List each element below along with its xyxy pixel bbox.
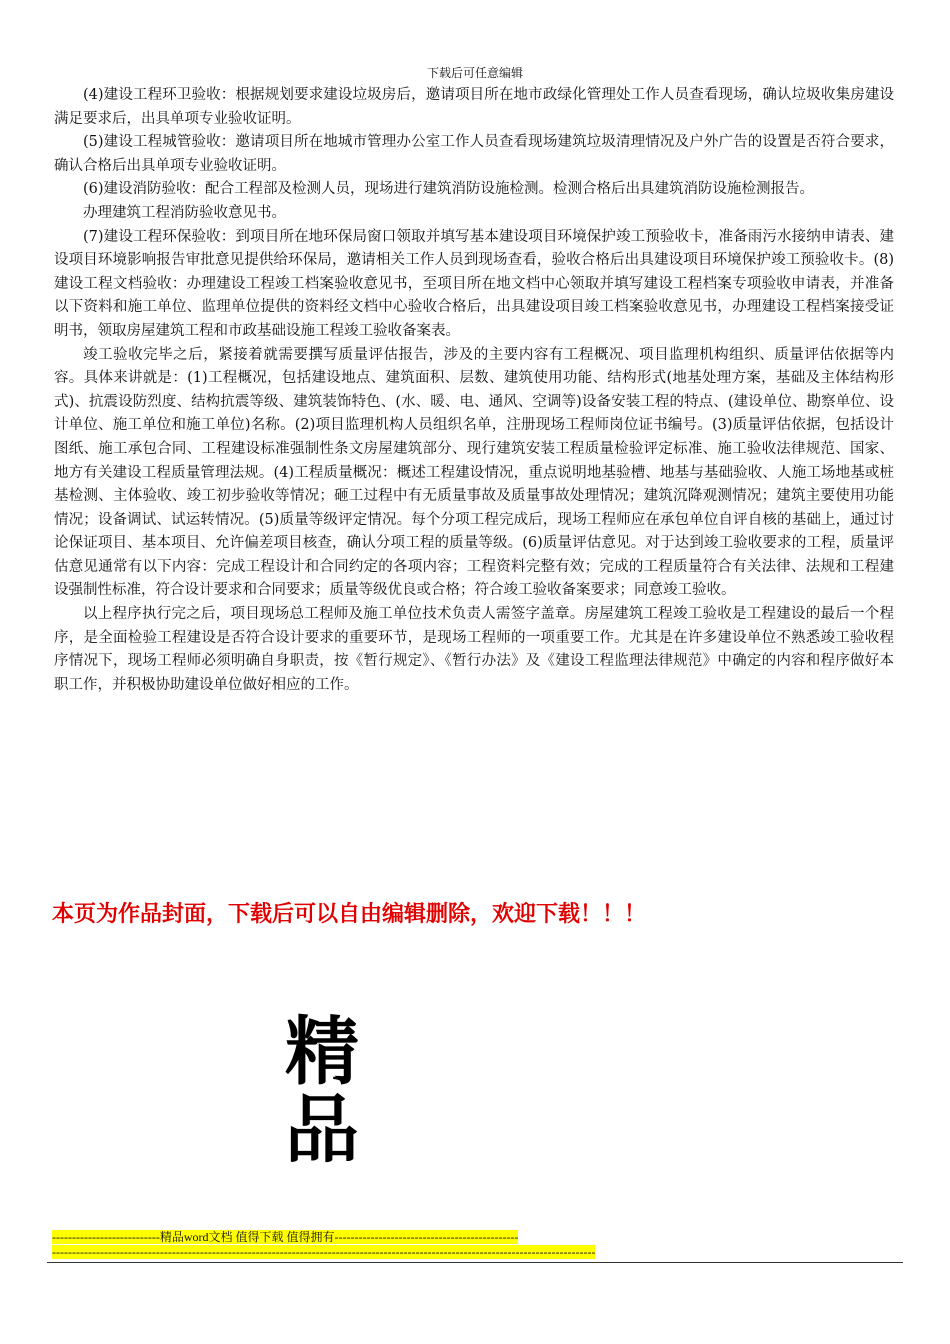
document-body: [54, 84, 894, 697]
footer-dash-text: ----------------------------------------------------------------------------------------------------------------------------------------: [52, 1245, 596, 1259]
cover-char-jing: 精: [285, 1009, 359, 1095]
footer-banner-line: [52, 1230, 627, 1245]
header-note: 下载后可任意编辑: [426, 66, 523, 80]
footer-banner-text: ---------------------------精品word文档 值得下载 值得拥有----------------------------------------------: [52, 1230, 519, 1244]
paragraph-sanitation-acceptance: (4)建设工程环卫验收：根据规划要求建设垃圾房后，邀请项目所在地市政绿化管理处工作人员查看现场，确认垃圾收集房建设满足要求后，出具单项专业验收证明。: [54, 87, 894, 127]
promo-notice: 本页为作品封面，下载后可以自由编辑删除，欢迎下载！！！: [52, 902, 647, 927]
paragraph-quality-assessment: 竣工验收完毕之后，紧接着就需要撰写质量评估报告，涉及的主要内容有工程概况、项目监理机构组织、质量评估依据等内容。具体来讲就是：(1)工程概况，包括建设地点、建筑面积、层数、建筑使用功能、结构形式(地基处理方案，基础及主体结构形式)、抗震设防烈度、结构抗震等级、建筑装饰特色、(水、暖、电、通风、空调等)设备安装工程的特点、(建设单位、勘察单位、设计单位、施工单位和施工单位)名称。(2)项目监理机构人员组织名单，注册现场工程师岗位证书编号。(3)质量评估依据，包括设计图纸、施工承包合同、工程建设标准强制性条文房屋建筑部分、现行建筑安装工程质量检验评定标准、施工验收法律规范、国家、地方有关建设工程质量管理法规。(4)工程质量概况：概述工程建设情况，重点说明地基验槽、地基与基础验收、人施工场地基或桩基检测、主体验收、竣工初步验收等情况；砸工过程中有无质量事故及质量事故处理情况；建筑沉降观测情况；建筑主要使用功能情况；设备调试、试运转情况。(5)质量等级评定情况。每个分项工程完成后，现场工程师应在承包单位自评自核的基础上，通过讨论保证项目、基本项目、允许偏差项目核查，确认分项工程的质量等级。(6)质量评估意见。对于达到竣工验收要求的工程，质量评估意见通常有以下内容：完成工程设计和合同约定的各项内容；工程资料完整有效；完成的工程质量符合有关法律、法规和工程建设强制性标准，符合设计要求和合同要求；质量等级优良或合格；符合竣工验收备案要求；同意竣工验收。: [54, 346, 894, 599]
cover-char-pin: 品: [285, 1087, 359, 1173]
paragraph-urban-management-acceptance: (5)建设工程城管验收：邀请项目所在地城市管理办公室工作人员查看现场建筑垃圾清理情况及户外广告的设置是否符合要求，确认合格后出具单项专业验收证明。: [54, 134, 894, 174]
paragraph-conclusion: 以上程序执行完之后，项目现场总工程师及施工单位技术负责人需签字盖章。房屋建筑工程竣工验收是工程建设的最后一个程序，是全面检验工程建设是否符合设计要求的重要环节，是现场工程师的一项重要工作。尤其是在许多建设单位不熟悉竣工验收程序情况下，现场工程师必须明确自身职责，按《暂行规定》、《暂行办法》及《建设工程监理法律规范》中确定的内容和程序做好本职工作，并积极协助建设单位做好相应的工作。: [54, 606, 894, 693]
paragraph-fire-opinion: 办理建筑工程消防验收意见书。: [83, 204, 286, 221]
footer-dash-line: [52, 1245, 652, 1260]
footer-divider: [47, 1262, 903, 1263]
paragraph-environment-archive-acceptance: (7)建设工程环保验收：到项目所在地环保局窗口领取并填写基本建设项目环境保护竣工预验收卡，准备雨污水接纳申请表、建设项目环境影响报告审批意见提供给环保局，邀请相关工作人员到现场查看，验收合格后出具建设项目环境保护竣工预验收卡。(8)建设工程文档验收：办理建设工程竣工档案验收意见书，至项目所在地文档中心领取并填写建设工程档案专项验收申请表，并准备以下资料和施工单位、监理单位提供的资料经文档中心验收合格后，出具建设项目竣工档案验收意见书，办理建设工程档案接受证明书，领取房屋建筑工程和市政基础设施工程竣工验收备案表。: [54, 228, 894, 339]
paragraph-fire-acceptance: (6)建设消防验收：配合工程部及检测人员，现场进行建筑消防设施检测。检测合格后出具建筑消防设施检测报告。: [83, 181, 815, 198]
